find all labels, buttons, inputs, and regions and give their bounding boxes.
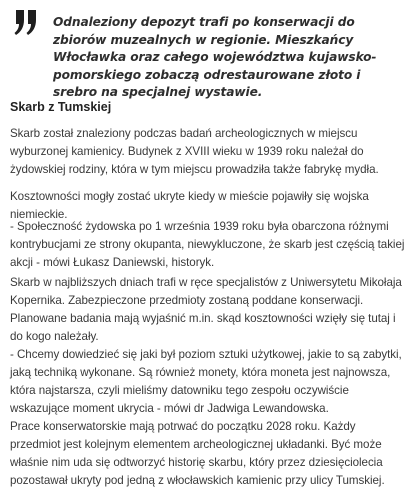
section-heading: Skarb z Tumskiej bbox=[10, 100, 112, 114]
article-paragraph: - Chcemy dowiedzieć się jaki był poziom sztuki użytkowej, jakie to są zabytki, jaką techniką wykonane. Są również monety, która moneta jest najnowsza, która najstarsza, czyli mieliśmy datowniku tego zespołu oczywiście wskazujące moment ukrycia - mówi dr Jadwiga Lewandowska. bbox=[10, 348, 402, 415]
article-paragraph: Skarb w najbliższych dniach trafi w ręce specjalistów z Uniwersytetu Mikołaja Kopernika. Zabezpieczone przedmioty zostaną poddane konserwacji. Planowane badania mają wyjaśnić m.in. skąd kosztowności wzięły się tutaj i do kogo należały. bbox=[10, 276, 402, 343]
quote-text: Odnaleziony depozyt trafi po konserwacji do zbiorów muzealnych w regionie. Mieszkańcy Włocławka oraz całego województwa kujawsko-pomorskiego zobaczą odrestaurowane złoto i srebro na specjalnej wystawie. bbox=[53, 15, 377, 99]
article-paragraph: - Społeczność żydowska po 1 września 1939 roku była obarczona różnymi kontrybucjami ze strony okupanta, niewykluczone, że skarb jest częścią takiej akcji - mówi Łukasz Daniewski, historyk. bbox=[10, 220, 405, 269]
pull-quote bbox=[10, 8, 408, 99]
quote-icon bbox=[14, 8, 38, 38]
article-paragraph: Kosztowności mogły zostać ukryte kiedy w mieście pojawiły się wojska niemieckie. bbox=[10, 190, 369, 221]
article-paragraph: Prace konserwatorskie mają potrwać do początku 2028 roku. Każdy przedmiot jest kolejnym elementem archeologicznej układanki. Być może właśnie nim uda się odtworzyć historię skarbu, który przez dziesięciolecia pozostawał ukryty pod jedną z włocławskich kamienic przy ulicy Tumskiej. bbox=[10, 420, 385, 487]
article-paragraph: Skarb został znaleziony podczas badań archeologicznych w miejscu wyburzonej kamienicy. Budynek z XVIII wieku w 1939 roku należał do żydowskiej rodziny, która w tym miejscu prowadziła także fabrykę mydła. bbox=[10, 127, 379, 176]
